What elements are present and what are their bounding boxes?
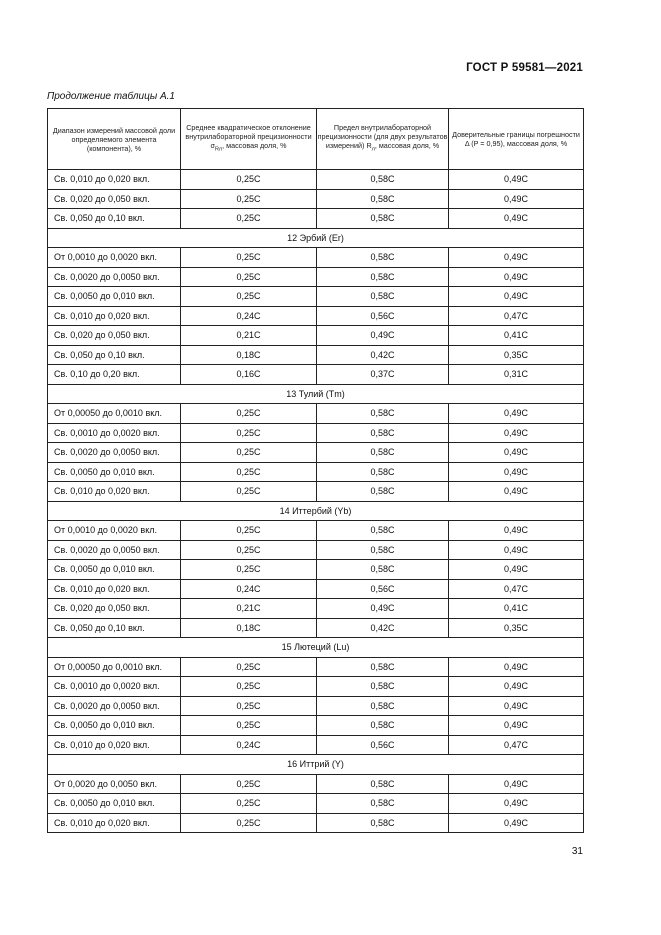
cell-delta: 0,49C: [449, 404, 584, 424]
table-row: [48, 560, 584, 580]
table-row: [48, 345, 584, 365]
cell-sigma: 0,25C: [181, 560, 317, 580]
cell-limit: 0,58C: [317, 209, 449, 229]
table-body: [48, 170, 584, 833]
cell-range: Св. 0,010 до 0,020 вкл.: [48, 735, 181, 755]
cell-sigma: 0,25C: [181, 443, 317, 463]
cell-range: От 0,0010 до 0,0020 вкл.: [48, 248, 181, 268]
cell-delta: 0,49C: [449, 677, 584, 697]
cell-delta: 0,41C: [449, 599, 584, 619]
cell-delta: 0,49C: [449, 267, 584, 287]
cell-delta: 0,49C: [449, 716, 584, 736]
table-row: [48, 540, 584, 560]
table-header-row: [48, 109, 584, 170]
cell-limit: 0,56C: [317, 579, 449, 599]
cell-range: Св. 0,0010 до 0,0020 вкл.: [48, 423, 181, 443]
cell-range: Св. 0,0050 до 0,010 вкл.: [48, 716, 181, 736]
table-row: [48, 248, 584, 268]
cell-delta: 0,35C: [449, 618, 584, 638]
cell-delta: 0,49C: [449, 209, 584, 229]
standard-designation: ГОСТ Р 59581—2021: [466, 62, 583, 74]
cell-sigma: 0,25C: [181, 189, 317, 209]
cell-sigma: 0,25C: [181, 677, 317, 697]
cell-sigma: 0,25C: [181, 170, 317, 190]
table-row: [48, 267, 584, 287]
table-row: [48, 365, 584, 385]
cell-delta: 0,47C: [449, 579, 584, 599]
table-row: [48, 521, 584, 541]
cell-limit: 0,58C: [317, 248, 449, 268]
table-row: [48, 287, 584, 307]
table-row: [48, 462, 584, 482]
page-number: 31: [571, 846, 583, 857]
cell-sigma: 0,25C: [181, 794, 317, 814]
cell-range: Св. 0,020 до 0,050 вкл.: [48, 189, 181, 209]
cell-limit: 0,58C: [317, 404, 449, 424]
cell-delta: 0,49C: [449, 560, 584, 580]
cell-range: От 0,00050 до 0,0010 вкл.: [48, 404, 181, 424]
cell-delta: 0,49C: [449, 189, 584, 209]
cell-limit: 0,58C: [317, 560, 449, 580]
cell-sigma: 0,24C: [181, 735, 317, 755]
table-row: [48, 209, 584, 229]
cell-delta: 0,47C: [449, 735, 584, 755]
cell-delta: 0,35C: [449, 345, 584, 365]
cell-range: От 0,0020 до 0,0050 вкл.: [48, 774, 181, 794]
cell-limit: 0,58C: [317, 462, 449, 482]
cell-sigma: 0,25C: [181, 696, 317, 716]
cell-delta: 0,49C: [449, 657, 584, 677]
cell-delta: 0,49C: [449, 462, 584, 482]
cell-range: Св. 0,0050 до 0,010 вкл.: [48, 462, 181, 482]
table-row: [48, 774, 584, 794]
table-caption: Продолжение таблицы А.1: [47, 91, 175, 102]
cell-delta: 0,49C: [449, 443, 584, 463]
column-header-sigma-subscript: Rл: [214, 146, 223, 153]
cell-delta: 0,49C: [449, 774, 584, 794]
cell-range: Св. 0,0020 до 0,0050 вкл.: [48, 540, 181, 560]
cell-sigma: 0,25C: [181, 540, 317, 560]
section-title: 13 Тулий (Tm): [48, 384, 584, 404]
cell-sigma: 0,18C: [181, 345, 317, 365]
section-title: 16 Иттрий (Y): [48, 755, 584, 775]
cell-range: Св. 0,050 до 0,10 вкл.: [48, 345, 181, 365]
cell-sigma: 0,21C: [181, 599, 317, 619]
cell-sigma: 0,25C: [181, 423, 317, 443]
cell-delta: 0,49C: [449, 170, 584, 190]
column-header-sigma-text: Среднее квадратическое отклонение внутрилабораторной прецизионности σ: [185, 123, 312, 151]
cell-limit: 0,58C: [317, 813, 449, 833]
cell-range: Св. 0,010 до 0,020 вкл.: [48, 813, 181, 833]
cell-sigma: 0,25C: [181, 521, 317, 541]
cell-limit: 0,58C: [317, 521, 449, 541]
cell-range: Св. 0,010 до 0,020 вкл.: [48, 482, 181, 502]
cell-limit: 0,58C: [317, 794, 449, 814]
cell-limit: 0,58C: [317, 189, 449, 209]
table-row: [48, 735, 584, 755]
cell-sigma: 0,25C: [181, 404, 317, 424]
cell-delta: 0,49C: [449, 696, 584, 716]
cell-range: Св. 0,020 до 0,050 вкл.: [48, 326, 181, 346]
cell-sigma: 0,16C: [181, 365, 317, 385]
cell-limit: 0,49C: [317, 599, 449, 619]
cell-limit: 0,37C: [317, 365, 449, 385]
table-row: [48, 482, 584, 502]
cell-delta: 0,47C: [449, 306, 584, 326]
cell-limit: 0,58C: [317, 657, 449, 677]
cell-limit: 0,56C: [317, 735, 449, 755]
cell-limit: 0,56C: [317, 306, 449, 326]
cell-range: Св. 0,0050 до 0,010 вкл.: [48, 560, 181, 580]
section-row: [48, 501, 584, 521]
column-header-limit-subscript: л: [371, 146, 375, 153]
cell-sigma: 0,18C: [181, 618, 317, 638]
cell-limit: 0,58C: [317, 443, 449, 463]
cell-limit: 0,49C: [317, 326, 449, 346]
cell-limit: 0,58C: [317, 716, 449, 736]
cell-range: Св. 0,010 до 0,020 вкл.: [48, 579, 181, 599]
section-title: 12 Эрбий (Er): [48, 228, 584, 248]
cell-sigma: 0,25C: [181, 657, 317, 677]
cell-sigma: 0,25C: [181, 267, 317, 287]
table-row: [48, 326, 584, 346]
cell-sigma: 0,25C: [181, 248, 317, 268]
cell-limit: 0,42C: [317, 345, 449, 365]
column-header-limit-tail: , массовая доля, %: [374, 141, 440, 151]
table-row: [48, 423, 584, 443]
cell-sigma: 0,25C: [181, 209, 317, 229]
cell-limit: 0,58C: [317, 482, 449, 502]
cell-delta: 0,31C: [449, 365, 584, 385]
cell-limit: 0,58C: [317, 677, 449, 697]
section-row: [48, 638, 584, 658]
table-row: [48, 696, 584, 716]
column-header-sigma-tail: , массовая доля, %: [222, 141, 287, 151]
cell-range: Св. 0,10 до 0,20 вкл.: [48, 365, 181, 385]
column-header-sigma: [181, 109, 317, 170]
cell-limit: 0,58C: [317, 170, 449, 190]
cell-limit: 0,58C: [317, 696, 449, 716]
cell-range: Св. 0,0050 до 0,010 вкл.: [48, 287, 181, 307]
cell-delta: 0,49C: [449, 482, 584, 502]
table-row: [48, 677, 584, 697]
table-row: [48, 716, 584, 736]
cell-sigma: 0,24C: [181, 306, 317, 326]
section-title: 15 Лютеций (Lu): [48, 638, 584, 658]
cell-sigma: 0,25C: [181, 287, 317, 307]
cell-range: Св. 0,050 до 0,10 вкл.: [48, 618, 181, 638]
column-header-limit: [317, 109, 449, 170]
cell-delta: 0,41C: [449, 326, 584, 346]
cell-delta: 0,49C: [449, 794, 584, 814]
data-table: [47, 108, 584, 833]
cell-range: Св. 0,0010 до 0,0020 вкл.: [48, 677, 181, 697]
cell-limit: 0,58C: [317, 287, 449, 307]
section-title: 14 Иттербий (Yb): [48, 501, 584, 521]
cell-range: Св. 0,010 до 0,020 вкл.: [48, 170, 181, 190]
column-header-limit-text: Предел внутрилабораторной прецизионности (для двух результатов измерений) R: [317, 123, 448, 151]
cell-range: Св. 0,0020 до 0,0050 вкл.: [48, 267, 181, 287]
cell-delta: 0,49C: [449, 287, 584, 307]
cell-range: Св. 0,050 до 0,10 вкл.: [48, 209, 181, 229]
cell-sigma: 0,25C: [181, 774, 317, 794]
cell-delta: 0,49C: [449, 813, 584, 833]
table-row: [48, 170, 584, 190]
cell-delta: 0,49C: [449, 423, 584, 443]
cell-limit: 0,42C: [317, 618, 449, 638]
cell-range: Св. 0,0050 до 0,010 вкл.: [48, 794, 181, 814]
cell-delta: 0,49C: [449, 540, 584, 560]
table-row: [48, 404, 584, 424]
table-row: [48, 618, 584, 638]
column-header-range: Диапазон измерений массовой доли определяемого элемента (компонента), %: [48, 109, 181, 170]
table-row: [48, 794, 584, 814]
table-row: [48, 579, 584, 599]
table-row: [48, 306, 584, 326]
cell-limit: 0,58C: [317, 423, 449, 443]
column-header-delta: Доверительные границы погрешности Δ (P = 0,95), массовая доля, %: [449, 109, 584, 170]
cell-limit: 0,58C: [317, 267, 449, 287]
cell-range: Св. 0,020 до 0,050 вкл.: [48, 599, 181, 619]
section-row: [48, 384, 584, 404]
table-row: [48, 657, 584, 677]
table-row: [48, 813, 584, 833]
cell-limit: 0,58C: [317, 774, 449, 794]
cell-sigma: 0,25C: [181, 813, 317, 833]
section-row: [48, 228, 584, 248]
table-row: [48, 599, 584, 619]
cell-sigma: 0,25C: [181, 716, 317, 736]
cell-range: Св. 0,010 до 0,020 вкл.: [48, 306, 181, 326]
cell-delta: 0,49C: [449, 521, 584, 541]
cell-range: Св. 0,0020 до 0,0050 вкл.: [48, 696, 181, 716]
cell-sigma: 0,24C: [181, 579, 317, 599]
cell-range: От 0,0010 до 0,0020 вкл.: [48, 521, 181, 541]
cell-delta: 0,49C: [449, 248, 584, 268]
section-row: [48, 755, 584, 775]
table-row: [48, 443, 584, 463]
cell-sigma: 0,25C: [181, 482, 317, 502]
cell-sigma: 0,21C: [181, 326, 317, 346]
table-row: [48, 189, 584, 209]
cell-range: Св. 0,0020 до 0,0050 вкл.: [48, 443, 181, 463]
cell-sigma: 0,25C: [181, 462, 317, 482]
cell-limit: 0,58C: [317, 540, 449, 560]
cell-range: От 0,00050 до 0,0010 вкл.: [48, 657, 181, 677]
